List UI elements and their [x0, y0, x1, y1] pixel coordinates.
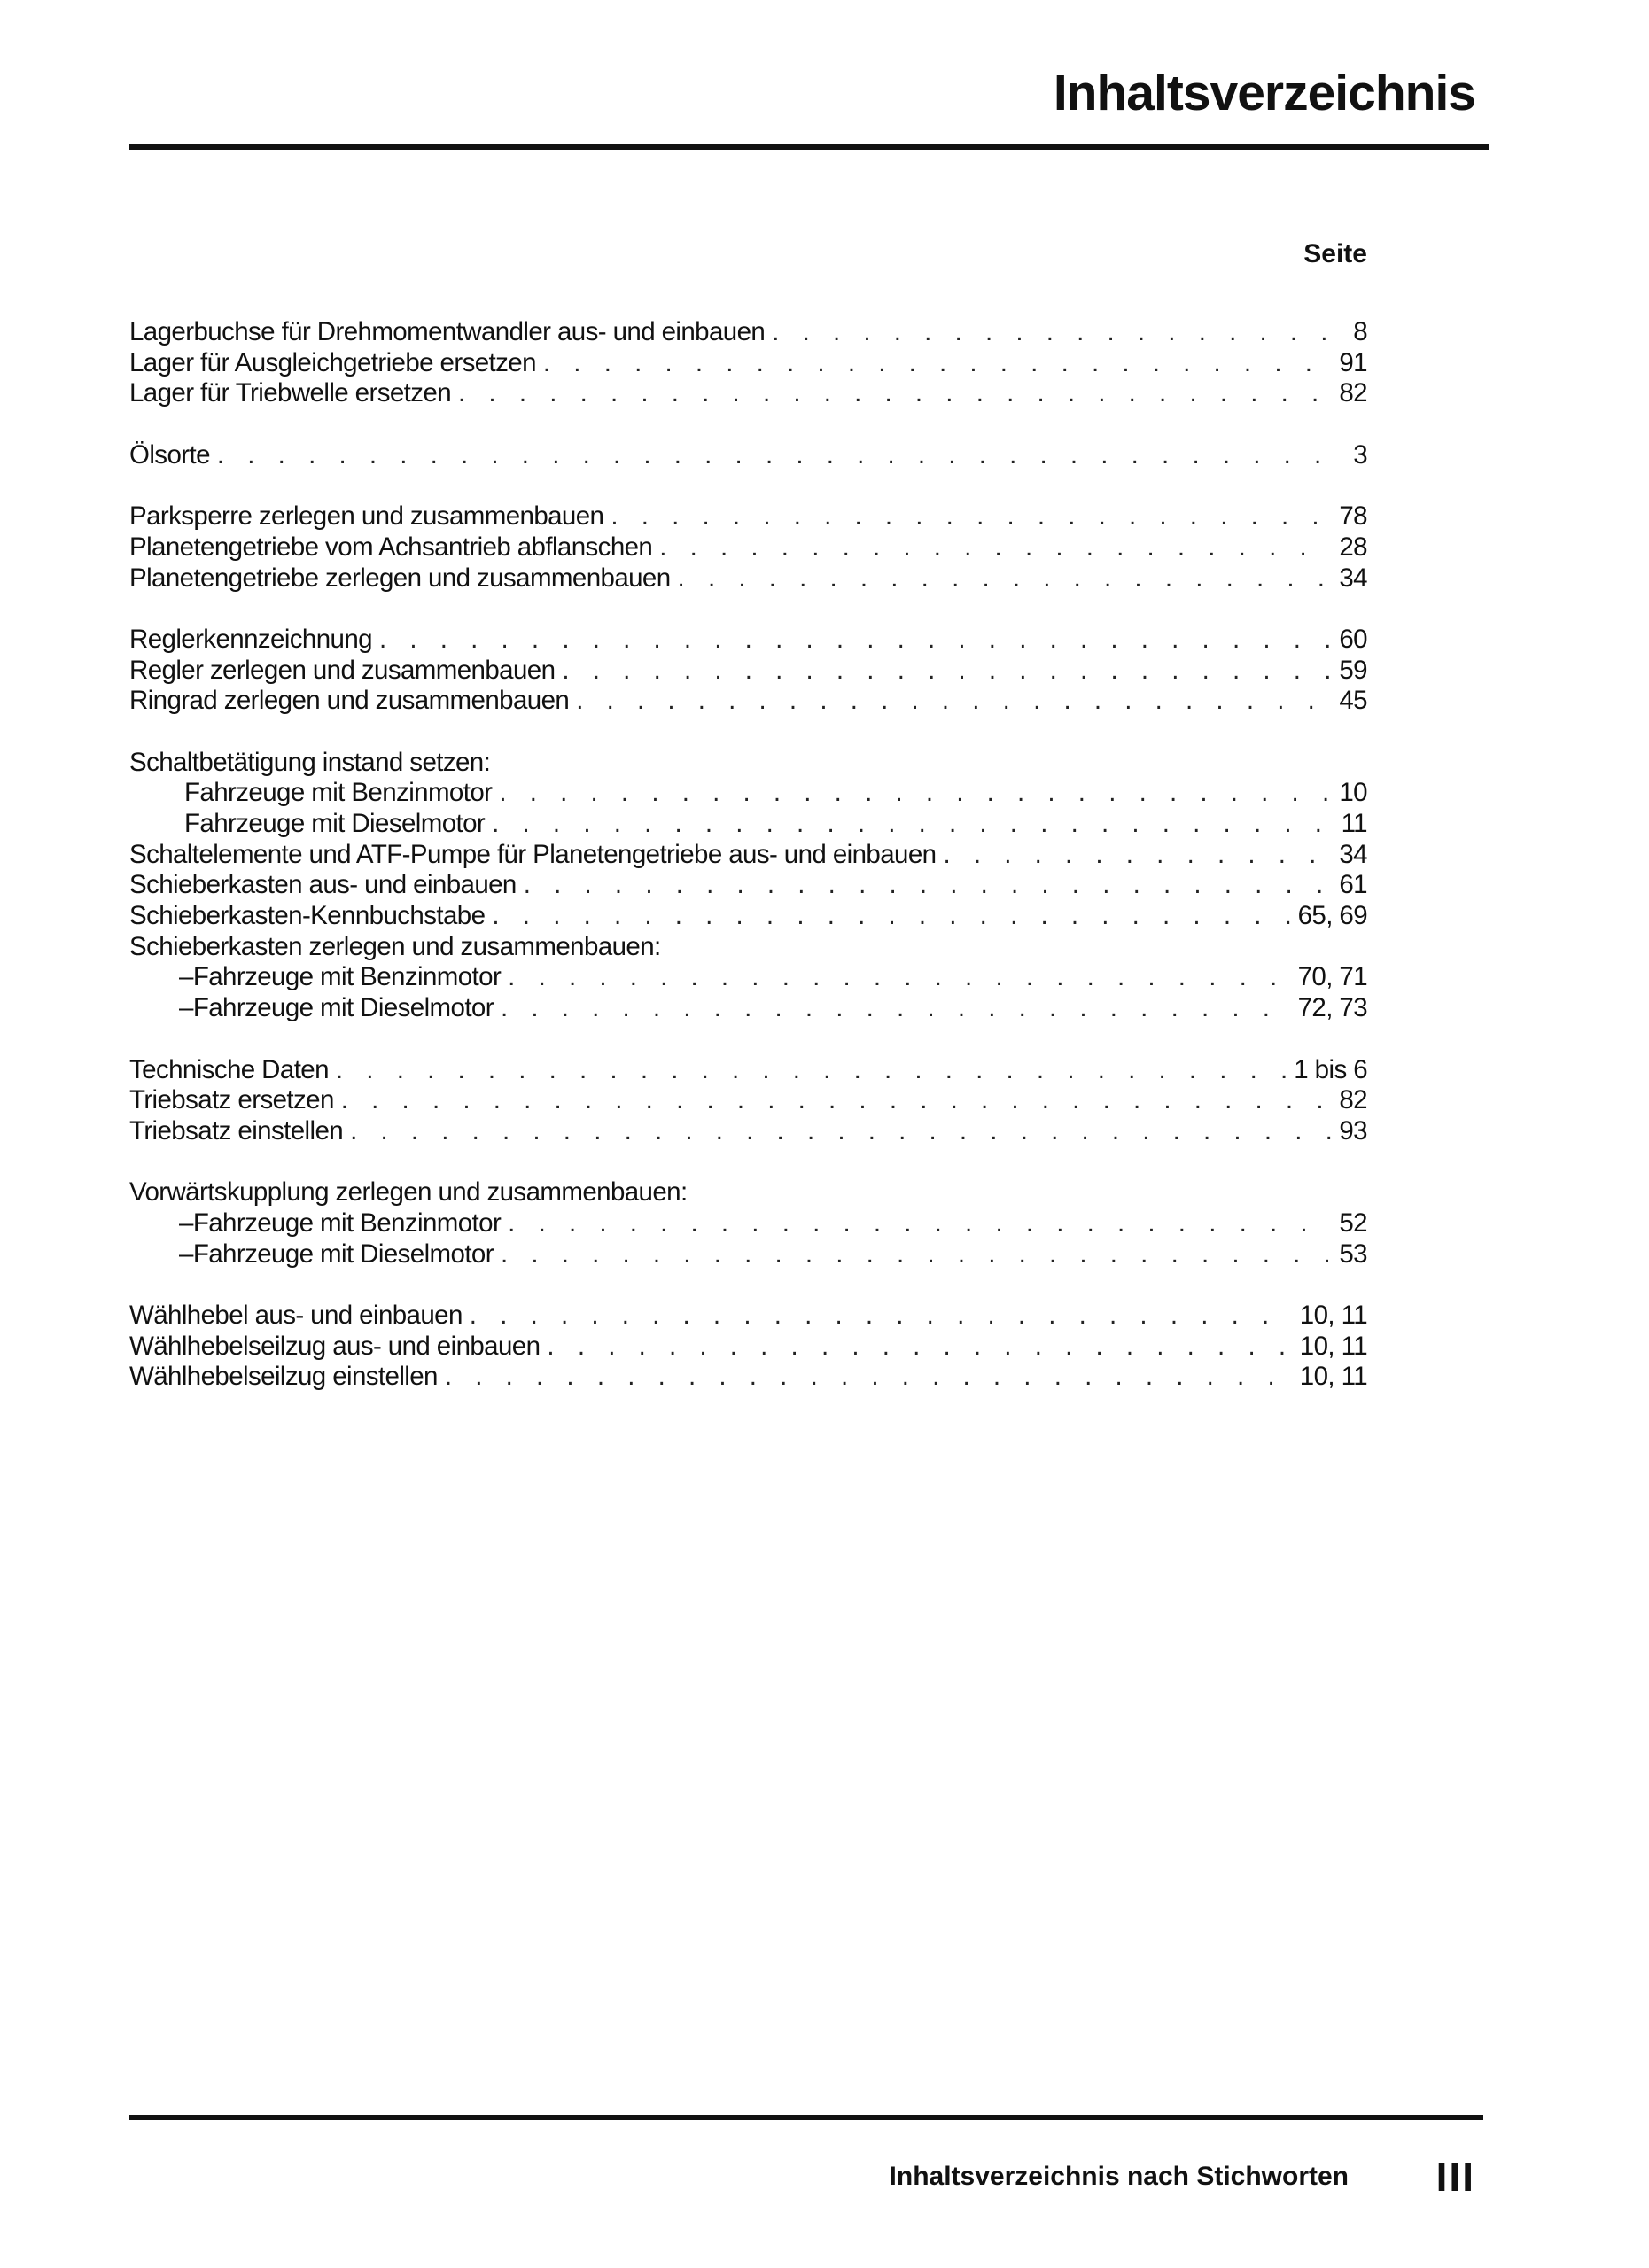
toc-entry[interactable] — [129, 317, 1367, 348]
dot-leader — [492, 809, 1334, 840]
toc-entry-page: 10, 11 — [1299, 1331, 1367, 1361]
dot-leader — [379, 625, 1332, 656]
toc-entry-page: 78 — [1339, 501, 1367, 532]
dot-leader — [678, 563, 1333, 594]
header-rule — [129, 144, 1489, 150]
toc-entry-label: Regler zerlegen und zusammenbauen — [129, 655, 556, 685]
dot-leader — [336, 1055, 1287, 1086]
page-number: III — [1435, 2154, 1475, 2200]
toc-entry-page: 34 — [1339, 563, 1367, 593]
dot-leader — [508, 1208, 1332, 1239]
toc-entry[interactable] — [129, 1085, 1367, 1116]
toc-entry-label: Ringrad zerlegen und zusammenbauen — [129, 686, 570, 716]
dash-marker: – — [179, 962, 193, 992]
toc-entry[interactable] — [129, 1332, 1367, 1363]
dot-leader — [217, 440, 1346, 471]
toc-heading — [129, 932, 1367, 963]
dot-leader — [659, 532, 1332, 563]
toc-entry[interactable] — [129, 501, 1367, 532]
footer-rule — [129, 2115, 1483, 2120]
dot-leader — [576, 686, 1332, 717]
toc-entry-page: 1 bis 6 — [1294, 1054, 1367, 1084]
dot-leader — [341, 1085, 1333, 1116]
toc-entry-page: 61 — [1339, 870, 1367, 900]
toc-entry[interactable] — [129, 532, 1367, 563]
toc-entry-label: Fahrzeuge mit Dieselmotor — [192, 1239, 494, 1269]
toc-entry-page: 10, 11 — [1299, 1301, 1367, 1330]
dot-leader — [350, 1116, 1332, 1147]
toc-entry-page: 45 — [1339, 686, 1367, 716]
toc-entry[interactable] — [129, 563, 1367, 594]
toc-entry[interactable] — [129, 440, 1367, 471]
toc-entry-page: 59 — [1339, 655, 1367, 685]
page-column-label: Seite — [1303, 239, 1367, 268]
toc-entry[interactable] — [129, 1362, 1367, 1393]
dash-marker: – — [179, 1208, 193, 1238]
dot-leader — [611, 501, 1332, 532]
dot-leader — [547, 1332, 1292, 1363]
toc-subentry[interactable] — [129, 809, 1367, 840]
toc-entry[interactable] — [129, 1055, 1367, 1086]
dot-leader — [508, 962, 1290, 993]
toc-entry-label: Triebsatz ersetzen — [129, 1085, 334, 1115]
toc-entry-label: Lagerbuchse für Drehmomentwandler aus- und einbauen — [129, 317, 766, 346]
toc-entry-label: Triebsatz einstellen — [129, 1115, 344, 1146]
dot-leader — [562, 656, 1332, 687]
toc-entry-page: 82 — [1339, 378, 1367, 408]
toc-entry-label: Fahrzeuge mit Benzinmotor — [192, 1208, 502, 1238]
toc-list — [129, 317, 1367, 1393]
toc-subentry[interactable] — [129, 1208, 1367, 1239]
toc-entry-page: 82 — [1339, 1085, 1367, 1115]
toc-entry-label: Wählhebelseilzug einstellen — [129, 1362, 438, 1392]
toc-subentry[interactable] — [129, 1239, 1367, 1270]
toc-entry-page: 91 — [1339, 347, 1367, 377]
toc-entry-label: Planetengetriebe vom Achsantrieb abflanschen — [129, 532, 653, 562]
toc-subentry[interactable] — [129, 962, 1367, 993]
dot-leader — [458, 378, 1332, 409]
footer-title: Inhaltsverzeichnis nach Stichworten — [889, 2162, 1349, 2191]
toc-entry-page: 10, 11 — [1299, 1362, 1367, 1392]
page-title: Inhaltsverzeichnis — [1053, 65, 1475, 121]
dot-leader — [499, 778, 1332, 809]
toc-heading-label: Schaltbetätigung instand setzen: — [129, 747, 491, 777]
dash-marker: – — [179, 993, 193, 1023]
dot-leader — [524, 870, 1333, 901]
toc-entry-label: Fahrzeuge mit Dieselmotor — [184, 809, 486, 838]
toc-entry-page: 11 — [1341, 809, 1367, 838]
toc-entry[interactable] — [129, 1116, 1367, 1147]
toc-entry[interactable] — [129, 378, 1367, 409]
toc-entry-label: Reglerkennzeichnung — [129, 624, 372, 654]
toc-entry-page: 93 — [1339, 1115, 1367, 1146]
toc-entry[interactable] — [129, 625, 1367, 656]
toc-subentry[interactable] — [129, 993, 1367, 1024]
toc-entry-page: 28 — [1339, 532, 1367, 562]
toc-heading — [129, 1177, 1367, 1208]
toc-entry-page: 60 — [1339, 624, 1367, 654]
toc-entry[interactable] — [129, 348, 1367, 379]
toc-heading-label: Schieberkasten zerlegen und zusammenbauen: — [129, 931, 661, 961]
toc-entry-label: Fahrzeuge mit Dieselmotor — [192, 993, 494, 1023]
toc-entry-page: 34 — [1339, 839, 1367, 869]
toc-entry-label: Fahrzeuge mit Benzinmotor — [192, 962, 502, 992]
toc-heading — [129, 748, 1367, 779]
toc-entry[interactable] — [129, 840, 1367, 871]
toc-entry-label: Fahrzeuge mit Benzinmotor — [184, 778, 493, 808]
toc-entry-page: 72, 73 — [1297, 993, 1367, 1023]
toc-entry-label: Schaltelemente und ATF-Pumpe für Planetengetriebe aus- und einbauen — [129, 839, 937, 869]
toc-entry-label: Wählhebel aus- und einbauen — [129, 1301, 463, 1330]
toc-entry-page: 10 — [1339, 778, 1367, 808]
toc-entry-label: Planetengetriebe zerlegen und zusammenbauen — [129, 563, 671, 593]
toc-entry-label: Lager für Ausgleichgetriebe ersetzen — [129, 347, 536, 377]
toc-entry-page: 65, 69 — [1297, 901, 1367, 931]
toc-entry-label: Lager für Triebwelle ersetzen — [129, 378, 452, 408]
toc-entry-label: Wählhebelseilzug aus- und einbauen — [129, 1331, 541, 1361]
toc-entry[interactable] — [129, 901, 1367, 932]
toc-heading-label: Vorwärtskupplung zerlegen und zusammenbauen: — [129, 1177, 688, 1208]
toc-entry-label: Ölsorte — [129, 439, 210, 470]
toc-entry-label: Parksperre zerlegen und zusammenbauen — [129, 501, 604, 532]
toc-entry-label: Schieberkasten aus- und einbauen — [129, 870, 517, 900]
dash-marker: – — [179, 1239, 193, 1269]
toc-entry[interactable] — [129, 686, 1367, 717]
toc-entry[interactable] — [129, 870, 1367, 901]
toc-subentry[interactable] — [129, 778, 1367, 809]
toc-entry-page: 52 — [1339, 1208, 1367, 1238]
toc-entry-page: 70, 71 — [1297, 962, 1367, 992]
dot-leader — [772, 317, 1346, 348]
toc-entry[interactable] — [129, 656, 1367, 687]
toc-entry[interactable] — [129, 1301, 1367, 1332]
dot-leader — [501, 993, 1291, 1024]
dot-leader — [445, 1362, 1293, 1393]
toc-entry-label: Schieberkasten-Kennbuchstabe — [129, 901, 486, 931]
toc-entry-page: 8 — [1353, 317, 1367, 346]
dot-leader — [470, 1301, 1293, 1332]
toc-entry-page: 53 — [1339, 1239, 1367, 1269]
dot-leader — [943, 840, 1332, 871]
dot-leader — [501, 1239, 1332, 1270]
toc-entry-label: Technische Daten — [129, 1054, 329, 1084]
toc-entry-page: 3 — [1353, 439, 1367, 470]
dot-leader — [492, 901, 1290, 932]
dot-leader — [543, 348, 1332, 379]
